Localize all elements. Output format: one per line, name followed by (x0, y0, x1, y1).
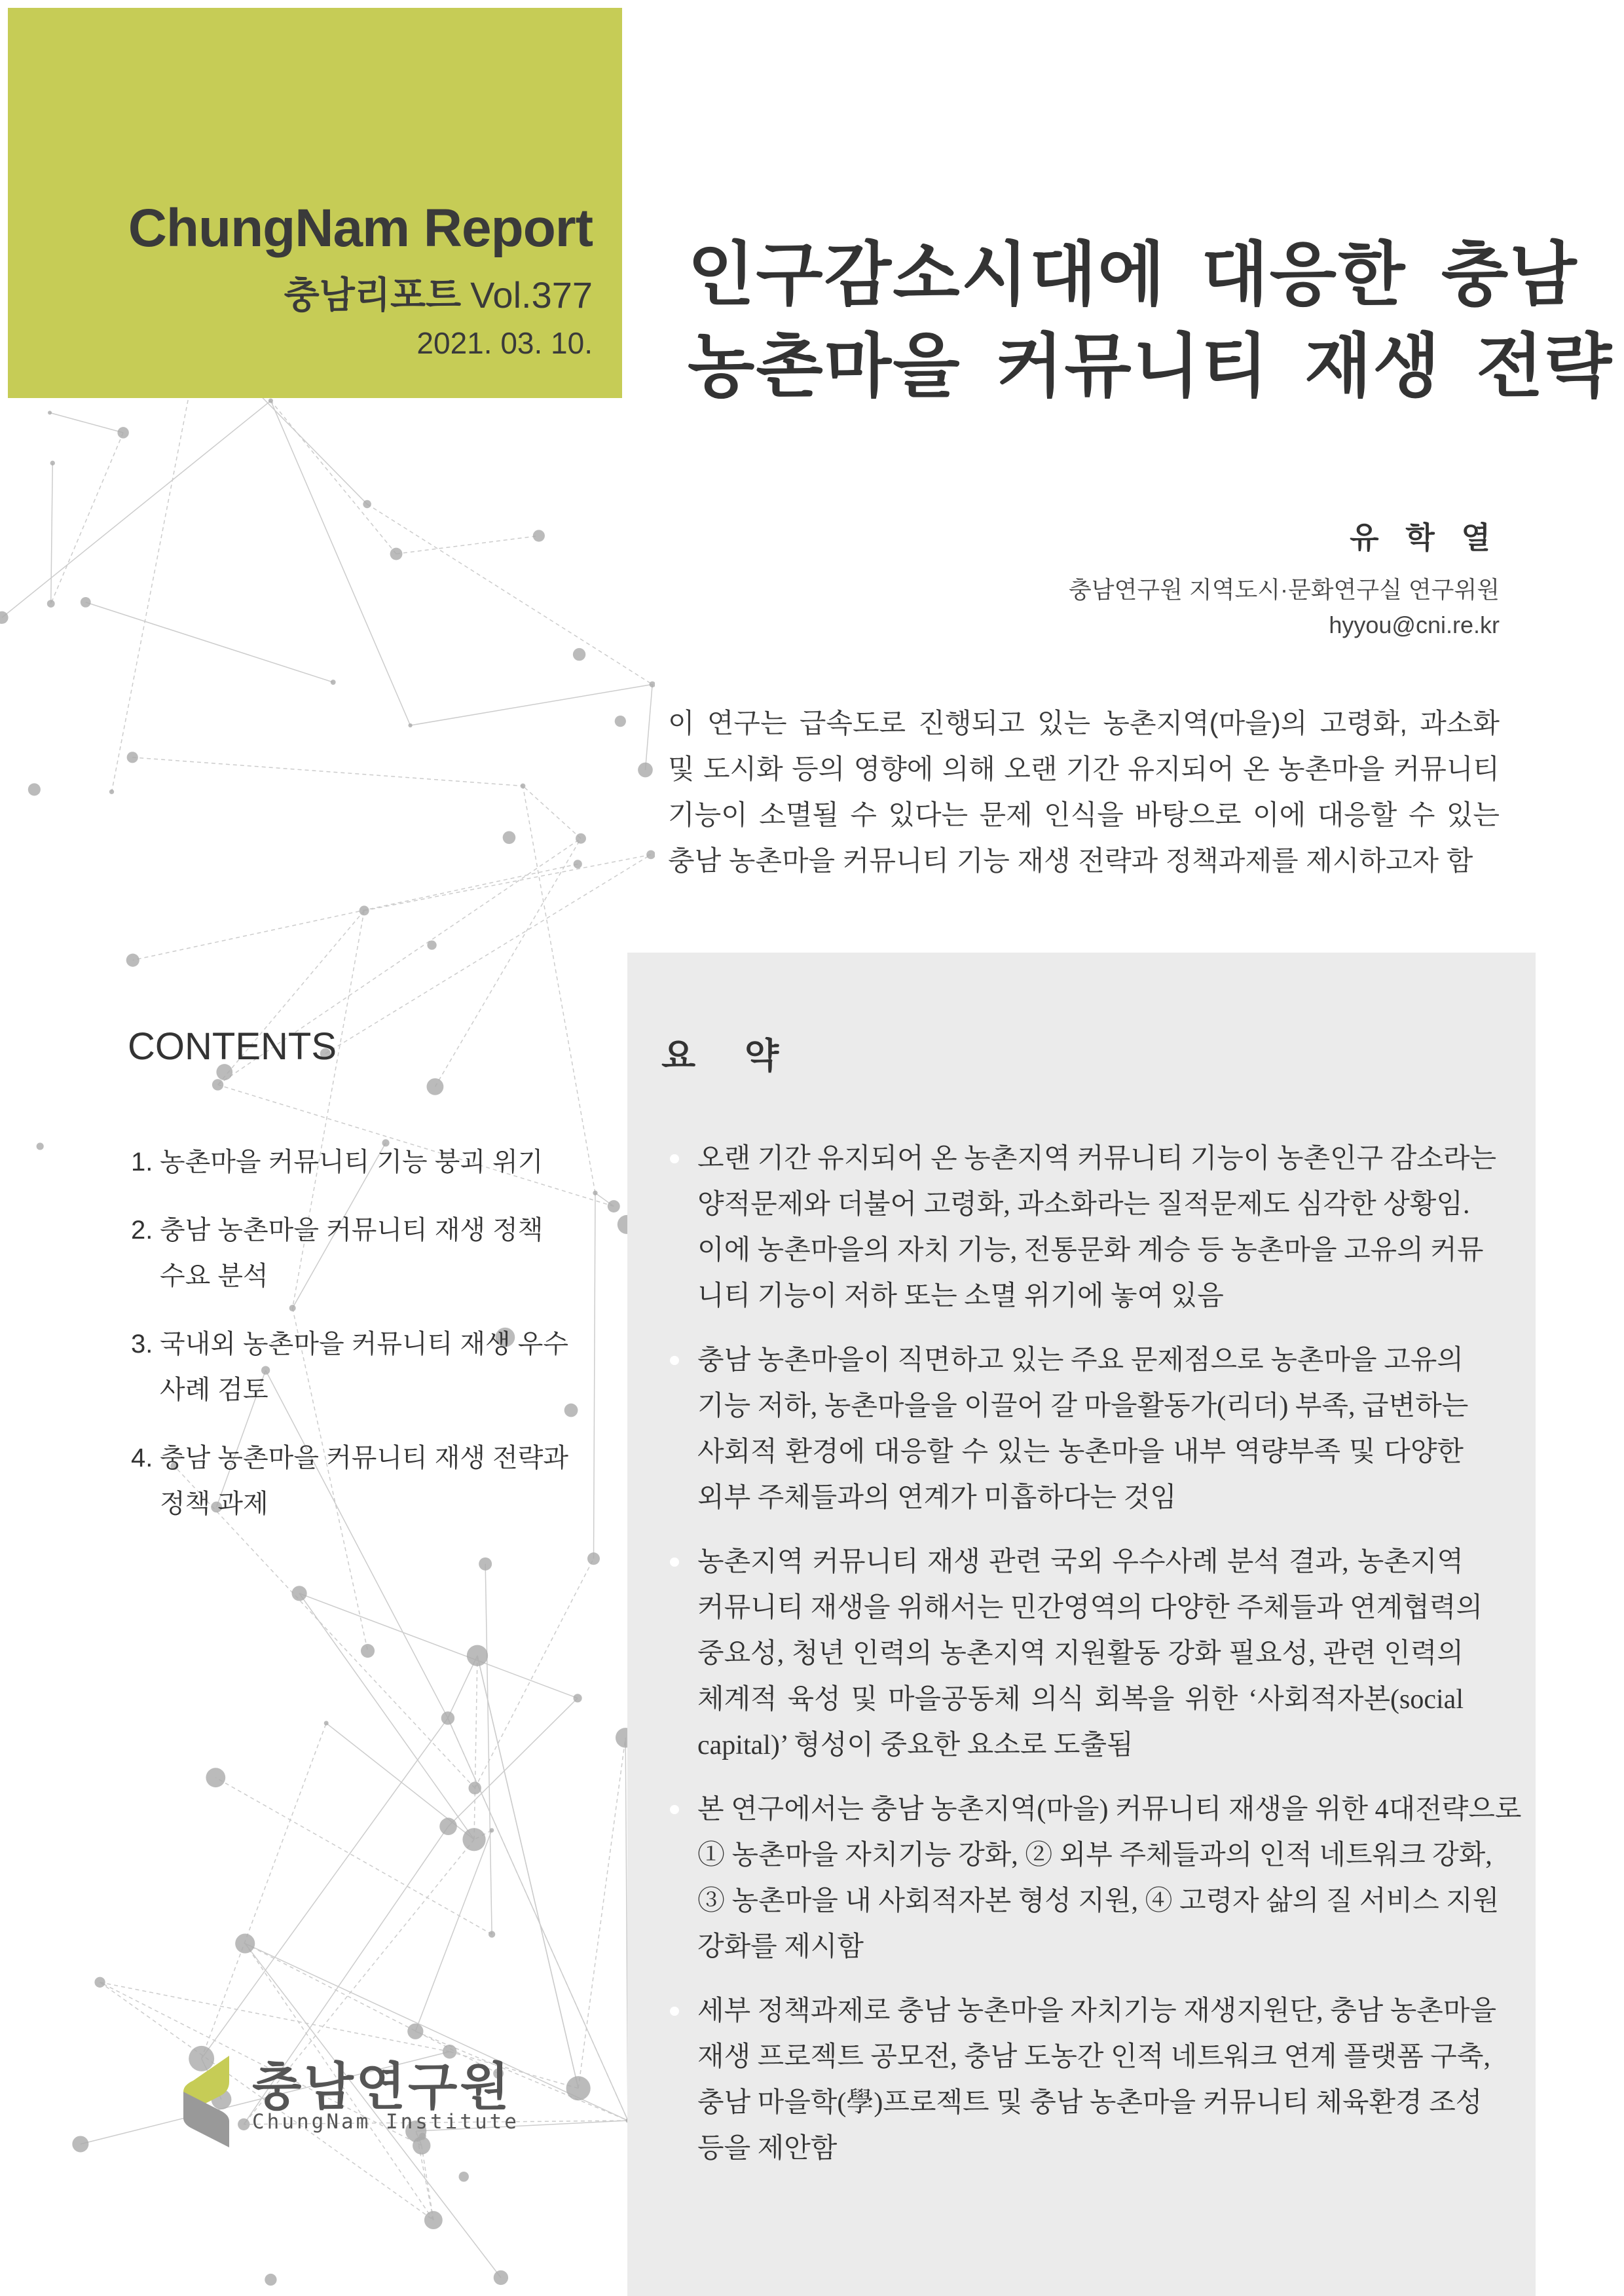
network-node (459, 2172, 469, 2181)
network-node (109, 790, 114, 794)
toc-label-line: 사례 검토 (160, 1376, 268, 1404)
contents-title: CONTENTS (128, 1025, 337, 1068)
title-line: 인구감소시대에 대응한 충남 (688, 236, 1578, 314)
network-node (467, 1645, 488, 1666)
network-node (48, 410, 52, 414)
network-node (265, 2274, 276, 2286)
network-line (477, 1656, 578, 2088)
network-node (574, 860, 582, 868)
network-line (202, 1718, 448, 2058)
abstract-line: 충남 농촌마을 커뮤니티 기능 재생 전략과 정책과제를 제시하고자 함 (668, 845, 1473, 876)
network-line (133, 864, 578, 960)
network-node (331, 680, 336, 685)
summary-line: 커뮤니티 재생을 위해서는 민간영역의 다양한 주체들과 연계협력의 (697, 1593, 1483, 1623)
network-node (462, 1828, 485, 1851)
report-date: 2021. 03. 10. (416, 326, 593, 360)
network-node (615, 716, 626, 727)
author-email: hyyou@cni.re.kr (1329, 611, 1500, 638)
network-line (86, 602, 333, 682)
abstract (668, 701, 1500, 884)
abstract-line: 이 연구는 급속도로 진행되고 있는 농촌지역(마을)의 고령화, 과소화 (668, 708, 1500, 738)
toc-label-line: 국내외 농촌마을 커뮤니티 재생 우수 (160, 1330, 569, 1358)
report-kr-name: 충남리포트 (284, 274, 462, 316)
summary-line: 등을 제안함 (697, 2134, 838, 2164)
toc-label (160, 1435, 568, 1527)
abstract-line: 기능이 소멸될 수 있다는 문제 인식을 바탕으로 이에 대응할 수 있는 (668, 799, 1500, 830)
summary-line: 오랜 기간 유지되어 온 농촌지역 커뮤니티 기능이 농촌인구 감소라는 (697, 1144, 1497, 1174)
network-line (645, 684, 652, 770)
network-node (360, 905, 369, 915)
summary-line: 체계적 육성 및 마을공동체 의식 회복을 위한 ‘사회적자본(social (697, 1685, 1464, 1715)
network-node (427, 940, 436, 949)
network-node (503, 831, 516, 845)
toc-label (160, 1321, 568, 1413)
summary-line: 외부 주체들과의 연계가 미흡하다는 것임 (697, 1483, 1177, 1513)
network-node (427, 1078, 444, 1095)
report-volume (284, 266, 593, 319)
network-line (435, 839, 581, 1087)
network-line (578, 1738, 625, 2088)
network-line (51, 463, 53, 604)
summary-line: 사회적 환경에 대응할 수 있는 농촌마을 내부 역량부족 및 다양한 (697, 1437, 1464, 1467)
network-node (37, 1142, 44, 1150)
network-node (441, 1711, 454, 1724)
network-line (396, 536, 539, 554)
network-node (235, 1934, 255, 1954)
summary-bullet (697, 1787, 1522, 1970)
network-line (270, 401, 410, 725)
network-line (50, 412, 123, 432)
network-node (324, 1721, 329, 1726)
toc-item (131, 1321, 576, 1413)
network-node (126, 954, 139, 967)
network-node (361, 1644, 375, 1658)
network-node (28, 783, 41, 795)
network-node (117, 427, 128, 438)
network-line (260, 395, 367, 504)
author-affiliation: 충남연구원 지역도시·문화연구실 연구위원 (1069, 576, 1500, 603)
network-node (390, 548, 403, 560)
toc-label (160, 1207, 543, 1299)
network-line (299, 1594, 578, 1698)
network-node (587, 1552, 600, 1565)
summary-line: 이에 농촌마을의 자치 기능, 전통문화 계승 등 농촌마을 고유의 커뮤 (697, 1235, 1484, 1266)
network-line (270, 401, 396, 554)
network-node (206, 1768, 225, 1787)
contents-list (131, 1139, 576, 1549)
network-node (72, 2136, 88, 2152)
summary-bullets (697, 1136, 1522, 2190)
summary-line: capital)’ 형성이 중요한 요소로 도출됨 (697, 1730, 1134, 1760)
network-node (638, 763, 653, 778)
report-header-box (8, 8, 622, 398)
network-node (593, 1191, 597, 1195)
network-line (593, 1193, 595, 1559)
summary-line: ③ 농촌마을 내 사회적자본 형성 지원, ④ 고령자 삶의 질 서비스 지원 (697, 1886, 1500, 1916)
bullet-dot-icon (670, 2007, 679, 2016)
network-line (367, 504, 653, 684)
bullet-dot-icon (670, 1805, 679, 1814)
network-node (576, 833, 586, 844)
logo-name-en: ChungNam Institute (252, 2110, 519, 2134)
network-node (566, 2076, 591, 2100)
author-block (1069, 514, 1500, 639)
logo-name-kr: 충남연구원 (252, 2058, 512, 2115)
toc-number: 2. (131, 1216, 153, 1245)
title-line: 농촌마을 커뮤니티 재생 전략 (688, 328, 1614, 405)
network-node (94, 1977, 105, 1988)
network-line (2, 401, 270, 617)
summary-bullet (697, 1136, 1497, 1319)
network-node (573, 648, 585, 661)
summary-line: 기능 저하, 농촌마을을 이끌어 갈 마을활동가(리더) 부족, 급변하는 (697, 1391, 1469, 1421)
summary-line: 중요성, 청년 인력의 농촌지역 지원활동 강화 필요성, 관련 인력의 (697, 1639, 1464, 1669)
toc-label-line: 수요 분석 (160, 1262, 268, 1290)
network-line (325, 854, 651, 1053)
network-node (212, 1079, 223, 1090)
bullet-dot-icon (670, 1558, 679, 1567)
network-node (50, 461, 55, 465)
network-node (489, 1828, 494, 1832)
network-node (439, 1817, 457, 1835)
summary-bullet (697, 1338, 1469, 1521)
network-line (523, 786, 581, 839)
network-node (489, 1931, 495, 1937)
network-line (523, 786, 595, 1194)
network-line (132, 757, 523, 786)
network-node (533, 530, 545, 541)
network-node (468, 1781, 481, 1794)
network-node (521, 784, 526, 789)
network-line (474, 1656, 477, 1840)
volume-number: Vol.377 (470, 274, 593, 316)
author-name: 유 학 열 (1350, 520, 1500, 555)
network-node (363, 500, 371, 509)
toc-item (131, 1435, 576, 1527)
summary-line: 본 연구에서는 충남 농촌지역(마을) 커뮤니티 재생을 위한 4대전략으로 (697, 1795, 1522, 1825)
toc-number: 3. (131, 1330, 153, 1358)
summary-line: 충남 마을학(學)프로젝트 및 충남 농촌마을 커뮤니티 체육환경 조성 (697, 2088, 1483, 2118)
network-line (100, 1982, 450, 2052)
toc-label-line: 충남 농촌마을 커뮤니티 재생 전략과 (160, 1444, 569, 1472)
summary-line: 충남 농촌마을이 직면하고 있는 주요 문제점으로 농촌마을 고유의 (697, 1345, 1464, 1376)
chungnam-institute-logo (183, 2046, 519, 2144)
network-line (485, 1564, 492, 1935)
summary-line: 강화를 제시함 (697, 1932, 864, 1962)
bullet-dot-icon (670, 1356, 679, 1365)
summary-line: 양적문제와 더불어 고령화, 과소화라는 질적문제도 심각한 상황임. (697, 1190, 1470, 1220)
network-node (292, 1586, 307, 1601)
network-line (112, 393, 190, 792)
network-node (408, 723, 412, 727)
toc-label-line: 정책 과제 (160, 1489, 268, 1518)
page-title (688, 229, 1613, 412)
toc-number: 4. (131, 1444, 153, 1472)
summary-panel (627, 953, 1536, 2296)
toc-label-line: 농촌마을 커뮤니티 기능 붕괴 위기 (160, 1148, 544, 1176)
summary-bullet (697, 1539, 1483, 1768)
summary-line: 세부 정책과제로 충남 농촌마을 자치기능 재생지원단, 충남 농촌마을 (697, 1996, 1497, 2026)
network-node (574, 1694, 582, 1702)
network-line (215, 1777, 492, 1934)
report-name: ChungNam Report (128, 198, 593, 258)
summary-title: 요 약 (661, 1036, 799, 1076)
toc-item (131, 1139, 576, 1185)
summary-bullet (697, 1988, 1497, 2172)
network-node (81, 597, 91, 608)
network-line (364, 854, 651, 910)
summary-line: 재생 프로젝트 공모전, 충남 도농간 인적 네트워크 연계 플랫폼 구축, (697, 2042, 1490, 2072)
network-node (479, 1558, 492, 1571)
summary-line: 니티 기능이 저하 또는 소멸 위기에 놓여 있음 (697, 1281, 1224, 1311)
network-line (51, 433, 123, 604)
toc-label-line: 충남 농촌마을 커뮤니티 재생 정책 (160, 1216, 544, 1245)
summary-line: ① 농촌마을 자치기능 강화, ② 외부 주체들과의 인적 네트워크 강화, (697, 1840, 1492, 1870)
network-node (608, 1200, 620, 1212)
network-node (127, 752, 138, 763)
bullet-dot-icon (670, 1154, 679, 1163)
logo-chevron-icon (183, 2056, 249, 2154)
summary-line: 농촌지역 커뮤니티 재생 관련 국외 우수사례 분석 결과, 농촌지역 (697, 1547, 1464, 1577)
toc-label (160, 1139, 543, 1185)
network-node (268, 399, 273, 403)
network-node (650, 682, 655, 687)
network-node (424, 2211, 443, 2229)
toc-item (131, 1207, 576, 1299)
network-node (47, 600, 55, 608)
network-line (475, 1559, 593, 1788)
network-line (415, 1831, 492, 2032)
network-node (494, 2270, 508, 2285)
network-node (646, 850, 655, 860)
abstract-line: 및 도시화 등의 영향에 의해 오랜 기간 유지되어 온 농촌마을 커뮤니티 (668, 754, 1500, 784)
network-node (407, 2024, 423, 2039)
toc-number: 1. (131, 1148, 153, 1176)
